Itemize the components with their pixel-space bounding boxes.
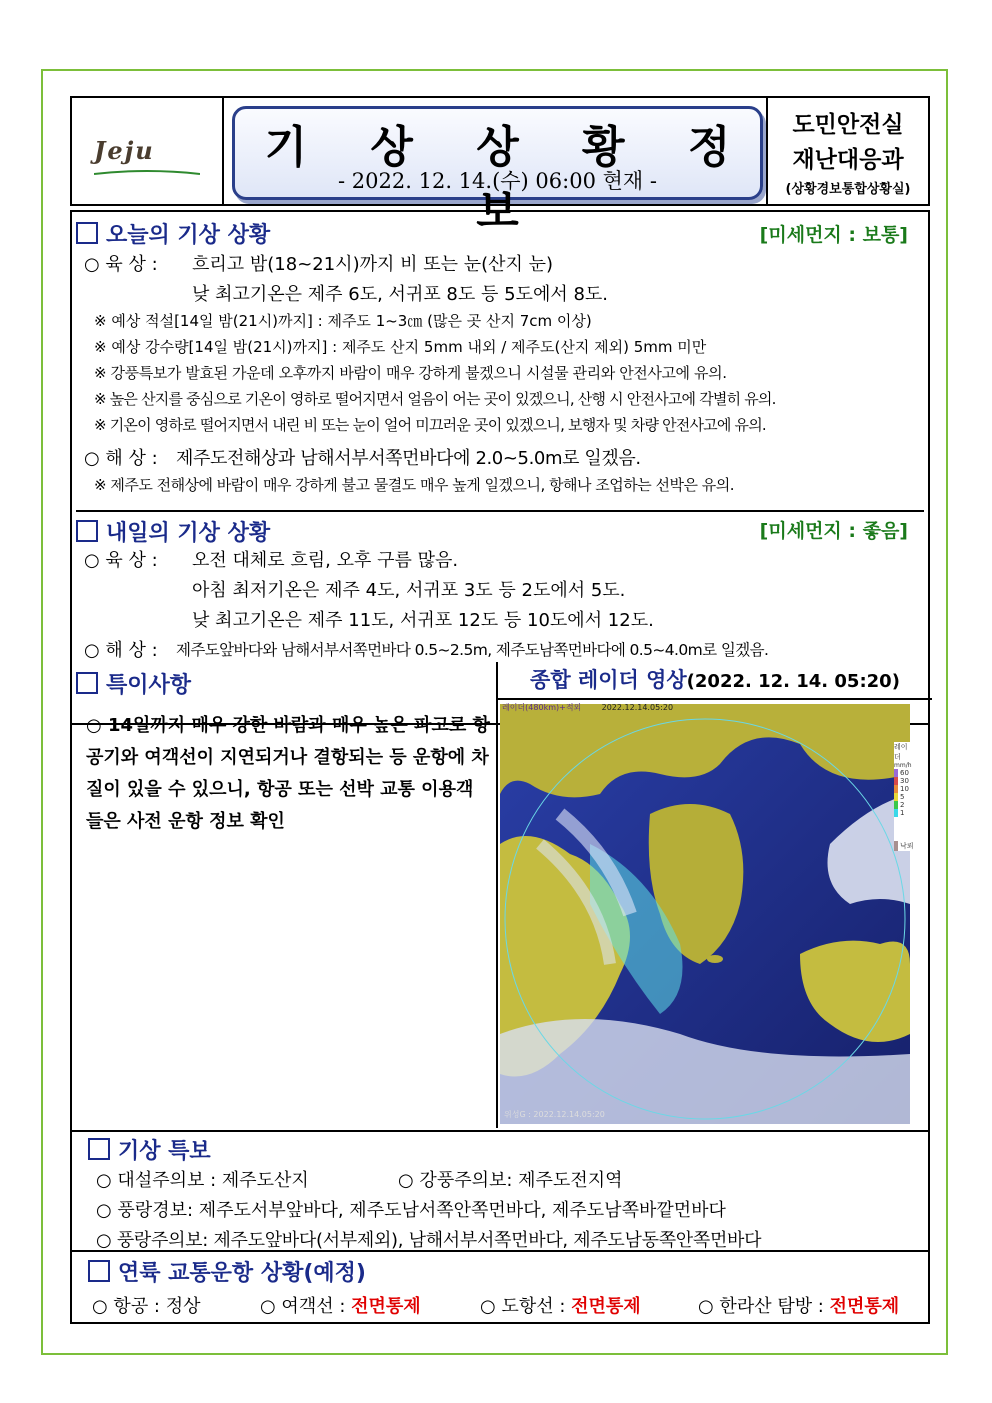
radar-label-top: 레이더(480km)+적외 2022.12.14.05:20 xyxy=(502,703,674,712)
legend-lightning: 낙뢰 xyxy=(894,841,914,851)
status-ferry: ○ 여객선 : 전면통제 xyxy=(260,1296,421,1317)
tomorrow-sea-label: ○ 해 상 : xyxy=(84,640,158,661)
radar-label-bottom: 위성G : 2022.12.14.05:20 xyxy=(504,1110,605,1119)
legend-value: 30 xyxy=(894,777,914,785)
today-dust: [미세먼지 : 보통] xyxy=(759,224,908,246)
today-land-2: 낮 최고기온은 제주 6도, 서귀포 8도 등 5도에서 8도. xyxy=(192,284,609,305)
report-title: 기 상 상 황 정 보 xyxy=(264,122,755,237)
dept-name-2: 재난대응과 xyxy=(792,147,904,173)
tomorrow-land-3: 낮 최고기온은 제주 11도, 서귀포 12도 등 10도에서 12도. xyxy=(192,610,654,631)
legend-value: 1 xyxy=(894,809,914,817)
tomorrow-dust: [미세먼지 : 좋음] xyxy=(759,520,908,542)
today-land-label: ○ 육 상 : xyxy=(84,254,158,275)
logo-cell xyxy=(72,98,224,204)
status-hallasan: ○ 한라산 탐방 : 전면통제 xyxy=(698,1296,900,1317)
checkbox-icon xyxy=(88,1260,110,1282)
dept-name-1: 도민안전실 xyxy=(792,112,904,138)
today-note-4: ※ 높은 산지를 중심으로 기온이 영하로 떨어지면서 얼음이 어는 곳이 있겠으니, 산행 시 안전사고에 각별히 유의. xyxy=(94,390,776,408)
warning-strong-wind: ○ 강풍주의보: 제주도전지역 xyxy=(398,1170,623,1191)
tomorrow-section-title: 내일의 기상 상황 xyxy=(76,510,924,547)
today-sea-label: ○ 해 상 : xyxy=(84,448,158,469)
logo-swoosh-icon xyxy=(94,170,200,176)
checkbox-icon xyxy=(76,672,98,694)
transport-section-title: 연륙 교통운항 상황(예정) xyxy=(88,1256,366,1287)
tomorrow-land-label: ○ 육 상 : xyxy=(84,550,158,571)
radar-map xyxy=(500,704,910,1124)
warning-high-seas-advisory: ○ 풍랑주의보: 제주도앞바다(서부제외), 남해서부서쪽먼바다, 제주도남동쪽안쪽먼바다 xyxy=(96,1230,762,1251)
column-divider xyxy=(496,662,498,1128)
legend-value: 2 xyxy=(894,801,914,809)
today-note-3: ※ 강풍특보가 발효된 가운데 오후까지 바람이 매우 강하게 불겠으니 시설물 관리와 안전사고에 유의. xyxy=(94,364,727,382)
special-section-title: 특이사항 xyxy=(76,668,191,699)
today-land-1: 흐리고 밤(18~21시)까지 비 또는 눈(산지 눈) xyxy=(192,254,554,275)
today-note-6: ※ 제주도 전해상에 바람이 매우 강하게 불고 물결도 매우 높게 일겠으니, 항해나 조업하는 선박은 유의. xyxy=(94,476,734,494)
legend-value: 60 xyxy=(894,769,914,777)
status-island-ferry: ○ 도항선 : 전면통제 xyxy=(480,1296,641,1317)
department-cell xyxy=(766,98,928,204)
status-air: ○ 항공 : 정상 xyxy=(92,1296,201,1317)
special-and-radar xyxy=(70,662,930,1132)
dept-name-3: (상황경보통합상황실) xyxy=(785,182,911,197)
today-sea-1: 제주도전해상과 남해서부서쪽먼바다에 2.0~5.0m로 일겠음. xyxy=(176,448,641,469)
weather-report xyxy=(70,96,930,1317)
today-note-1: ※ 예상 적설[14일 밤(21시)까지] : 제주도 1~3㎝ (많은 곳 산지 7cm 이상) xyxy=(94,312,592,330)
title-box xyxy=(232,106,763,237)
forecast-box xyxy=(70,210,930,725)
jeju-logo: Jeju xyxy=(94,136,155,165)
today-note-5: ※ 기온이 영하로 떨어지면서 내린 비 또는 눈이 얼어 미끄러운 곳이 있겠으니, 보행자 및 차량 안전사고에 유의. xyxy=(94,416,766,434)
radar-title: 종합 레이더 영상(2022. 12. 14. 05:20) xyxy=(498,662,932,700)
tomorrow-land-1: 오전 대체로 흐림, 오후 구름 많음. xyxy=(192,550,459,571)
checkbox-icon xyxy=(76,222,98,244)
radar-legend: 레이더 mm/h 60 30 10 5 2 1 낙뢰 xyxy=(894,743,914,850)
checkbox-icon xyxy=(88,1138,110,1160)
weather-warnings xyxy=(70,1130,930,1252)
tomorrow-land-2: 아침 최저기온은 제주 4도, 서귀포 3도 등 2도에서 5도. xyxy=(192,580,626,601)
radar-image xyxy=(500,703,914,1124)
checkbox-icon xyxy=(76,520,98,542)
today-section-title: 오늘의 기상 상황 xyxy=(76,218,270,249)
today-note-2: ※ 예상 강수량[14일 밤(21시)까지] : 제주도 산지 5mm 내외 / 제주도(산지 제외) 5mm 미만 xyxy=(94,338,707,356)
legend-value: 10 xyxy=(894,785,914,793)
warning-heavy-snow: ○ 대설주의보 : 제주도산지 xyxy=(96,1170,309,1191)
report-date: - 2022. 12. 14.(수) 06:00 현재 - xyxy=(338,169,657,193)
tomorrow-sea-1: 제주도앞바다와 남해서부서쪽먼바다 0.5~2.5m, 제주도남쪽먼바다에 0.5~4.0m로 일겠음. xyxy=(176,641,769,659)
warnings-section-title: 기상 특보 xyxy=(88,1134,211,1165)
warning-high-seas: ○ 풍랑경보: 제주도서부앞바다, 제주도남서쪽안쪽먼바다, 제주도남쪽바깥먼바다 xyxy=(96,1200,726,1221)
special-text: ○ 14일까지 매우 강한 바람과 매우 높은 파고로 항공기와 여객선이 지연되거나 결항되는 등 운항에 차질이 있을 수 있으니, 항공 또는 선박 교통 이용객들은 사전 운항 정보 확인 xyxy=(86,715,490,832)
legend-value: 5 xyxy=(894,793,914,801)
transport-status xyxy=(70,1250,930,1324)
